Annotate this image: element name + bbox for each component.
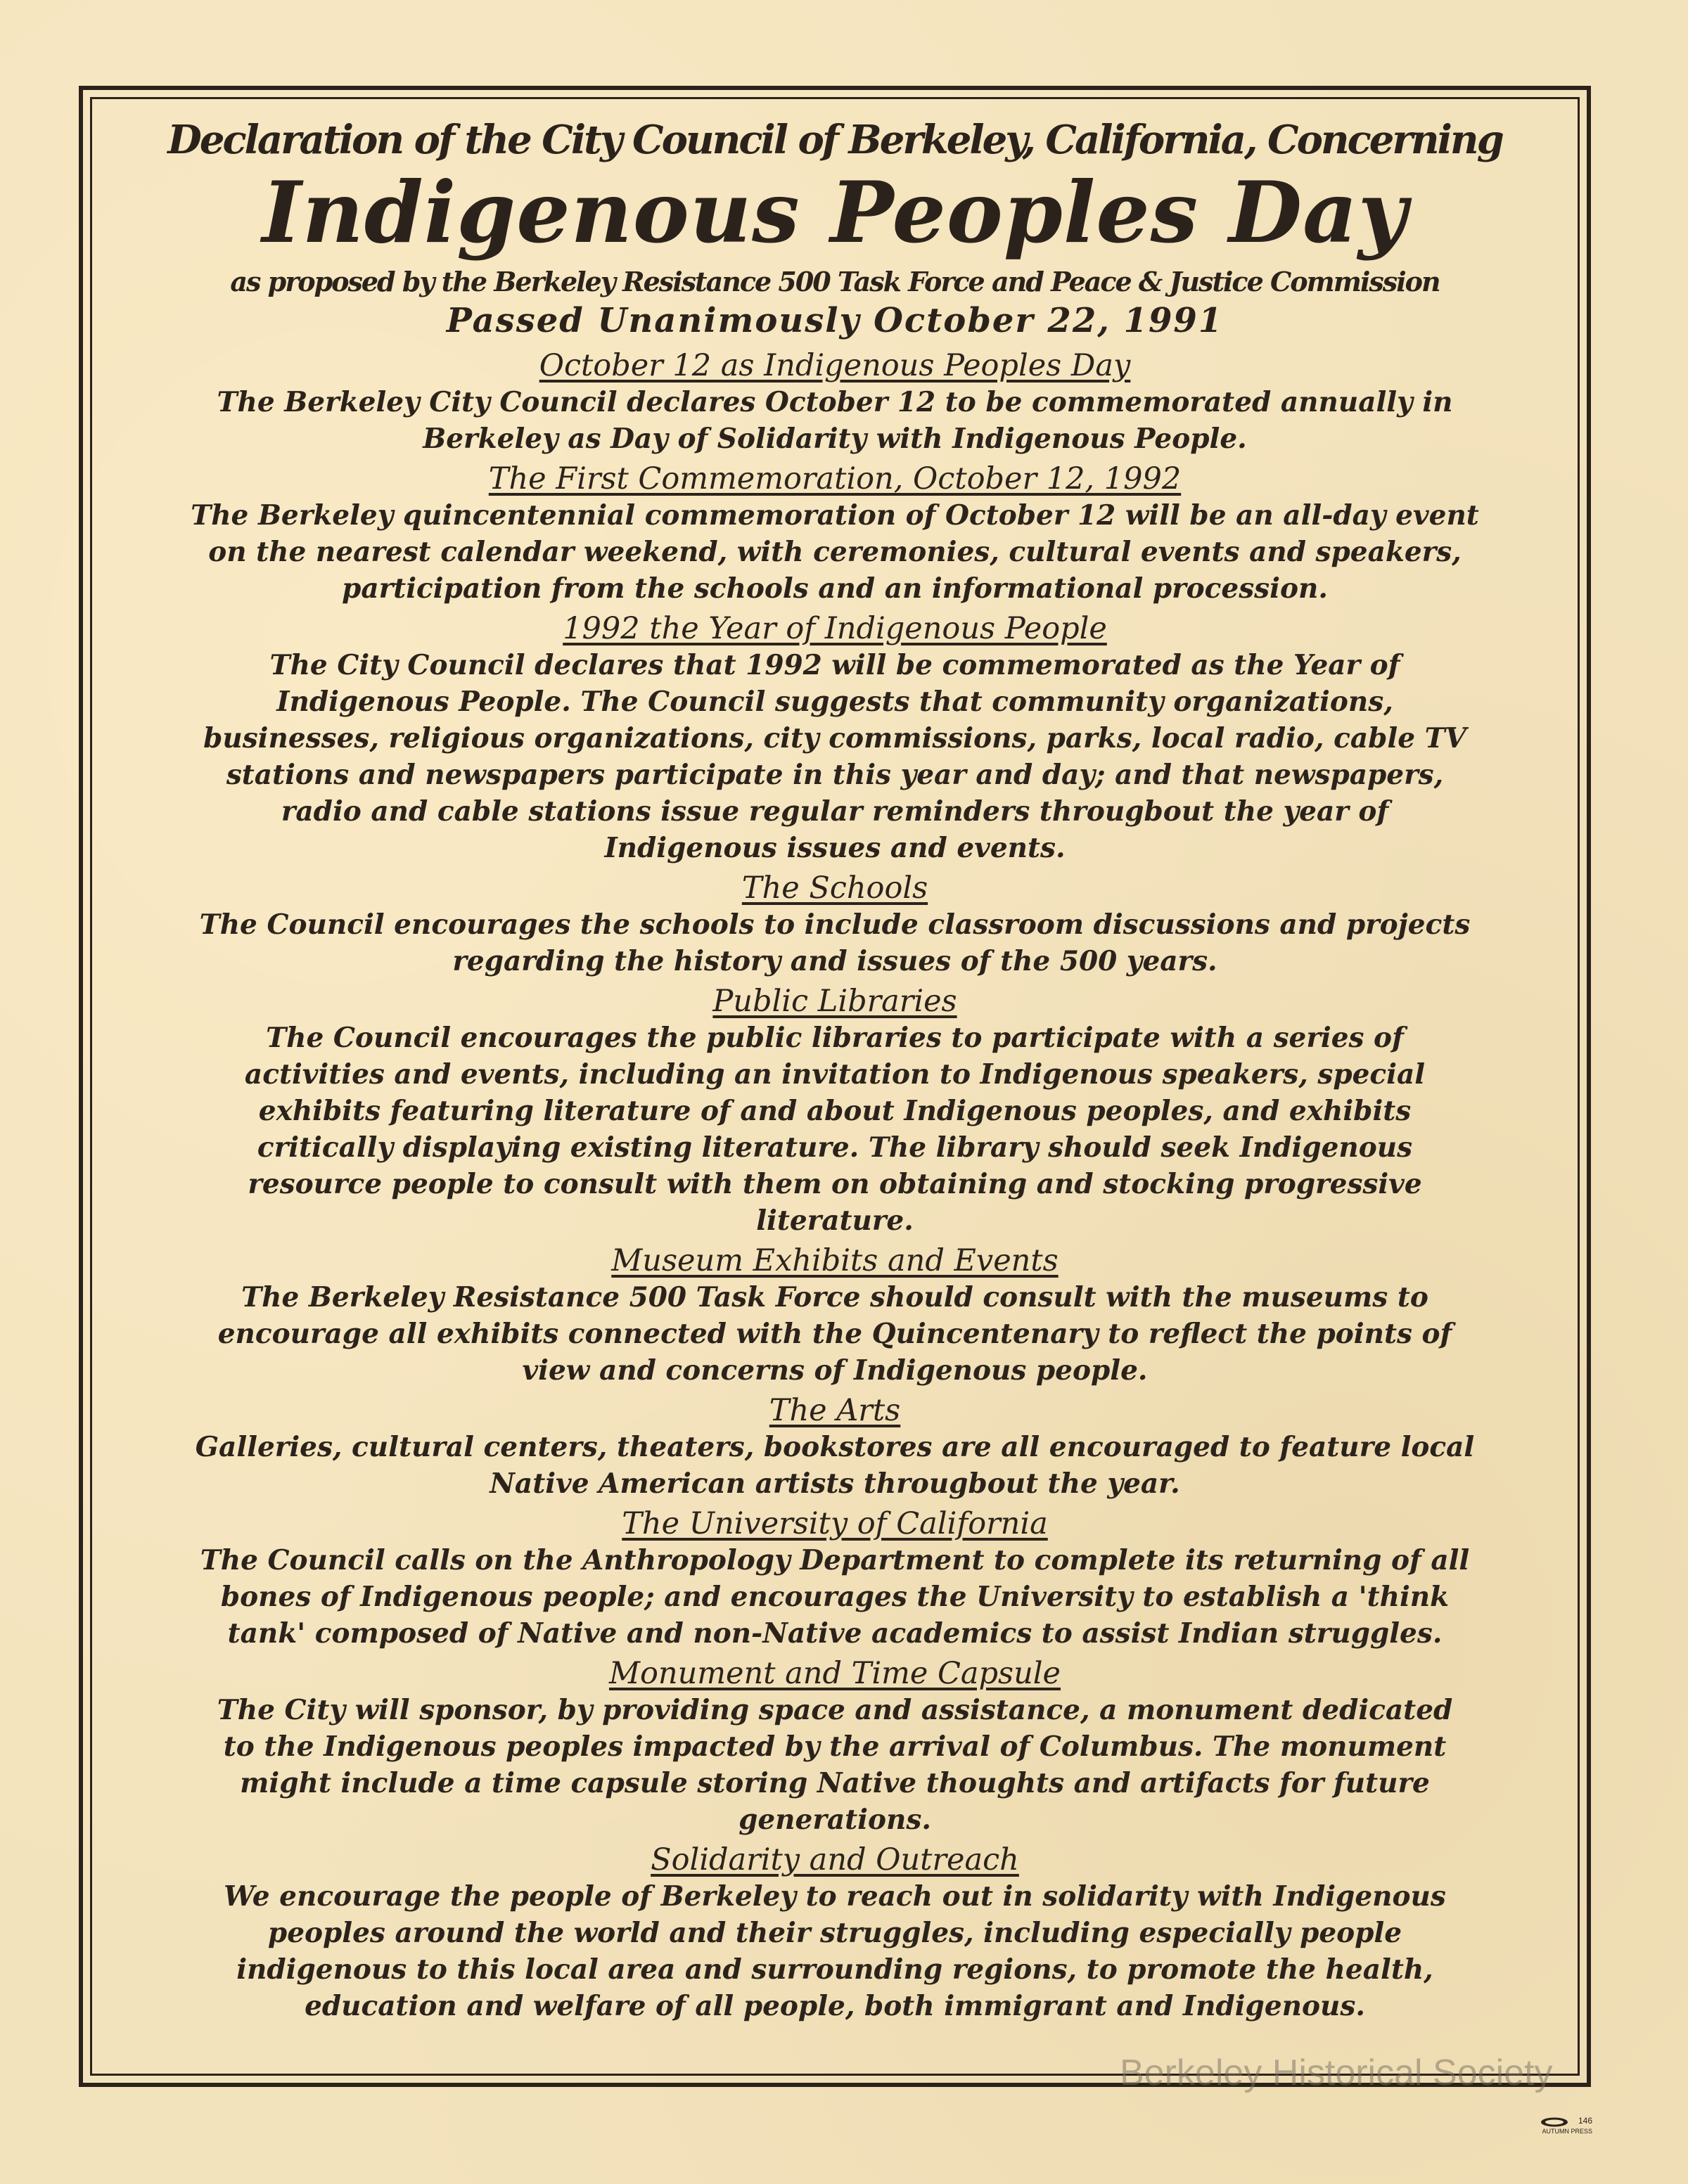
- body-line: resource people to consult with them on obtaining and stocking progressive: [248, 1168, 1422, 1200]
- body-line: The Council calls on the Anthropology Department to complete its returning of all: [200, 1544, 1470, 1576]
- body-line: view and concerns of Indigenous people.: [522, 1354, 1148, 1387]
- document-border: [79, 86, 1591, 2087]
- section-university: [96, 1505, 1574, 1652]
- section-body: [96, 1279, 1574, 1389]
- body-line: The Berkeley Resistance 500 Task Force should consult with the museums to: [241, 1281, 1428, 1313]
- section-first-commemoration: [96, 461, 1574, 607]
- section-body: [96, 497, 1574, 607]
- watermark: Berkeley Historical Society: [1120, 2053, 1553, 2093]
- body-line: The Council encourages the schools to include classroom discussions and projects: [199, 908, 1471, 941]
- printer-logo: [1540, 2116, 1592, 2138]
- section-arts: [96, 1392, 1574, 1502]
- section-title: Public Libraries: [712, 984, 957, 1019]
- body-line: businesses, religious organizations, city commissions, parks, local radio, cable TV: [203, 722, 1466, 754]
- section-body: [96, 647, 1574, 866]
- section-title: The University of California: [622, 1506, 1048, 1541]
- body-line: Native American artists througbout the year.: [490, 1467, 1180, 1500]
- section-title: The Arts: [769, 1393, 901, 1428]
- section-october-12: [96, 347, 1574, 457]
- body-line: peoples around the world and their struggles, including especially people: [267, 1917, 1402, 1949]
- body-line: The Council encourages the public libraries to participate with a series of: [266, 1022, 1404, 1054]
- body-line: tank' composed of Native and non-Native academics to assist Indian struggles.: [227, 1617, 1443, 1650]
- body-line: participation from the schools and an informational procession.: [342, 572, 1328, 605]
- body-line: Galleries, cultural centers, theaters, bookstores are all encouraged to feature local: [195, 1431, 1475, 1463]
- page-title: Indigenous Peoples Day: [262, 163, 1408, 262]
- body-line: stations and newspapers participate in this year and day; and that newspapers,: [226, 759, 1444, 791]
- body-line: activities and events, including an invitation to Indigenous speakers, special: [244, 1058, 1426, 1091]
- section-monument: [96, 1655, 1574, 1838]
- body-line: to the Indigenous peoples impacted by the arrival of Columbus. The monument: [223, 1730, 1447, 1763]
- section-body: [96, 1878, 1574, 2024]
- body-line: bones of Indigenous people; and encourages the University to establish a 'think: [220, 1581, 1450, 1613]
- declaration-heading: Declaration of the City Council of Berkeley, California, Concerning: [167, 117, 1502, 163]
- body-line: We encourage the people of Berkeley to reach out in solidarity with Indigenous: [224, 1880, 1446, 1913]
- section-title: October 12 as Indigenous Peoples Day: [539, 348, 1131, 383]
- section-title: 1992 the Year of Indigenous People: [563, 611, 1107, 646]
- body-line: Indigenous issues and events.: [604, 832, 1066, 864]
- proposed-by-line: as proposed by the Berkeley Resistance 500 Task Force and Peace & Justice Commission: [230, 266, 1440, 297]
- printer-name: AUTUMN PRESS: [1542, 2128, 1592, 2135]
- body-line: might include a time capsule storing Native thoughts and artifacts for future: [240, 1767, 1430, 1799]
- body-line: radio and cable stations issue regular reminders througbout the year of: [281, 795, 1389, 828]
- body-line: critically displaying existing literature. The library should seek Indigenous: [257, 1131, 1413, 1164]
- section-body: [96, 1542, 1574, 1652]
- body-line: literature.: [756, 1205, 914, 1237]
- body-line: regarding the history and issues of the 500 years.: [452, 945, 1217, 977]
- body-line: generations.: [738, 1804, 931, 1836]
- section-title: Solidarity and Outreach: [651, 1842, 1019, 1877]
- section-title: Museum Exhibits and Events: [611, 1243, 1059, 1278]
- body-line: The City Council declares that 1992 will be commemorated as the Year of: [269, 649, 1400, 681]
- body-line: on the nearest calendar weekend, with ceremonies, cultural events and speakers,: [208, 536, 1462, 568]
- section-title: Monument and Time Capsule: [608, 1656, 1061, 1691]
- section-title: The First Commemoration, October 12, 1992: [488, 461, 1182, 496]
- section-body: [96, 1020, 1574, 1239]
- section-body: [96, 1692, 1574, 1838]
- section-schools: [96, 870, 1574, 979]
- body-line: The Berkeley City Council declares October 12 to be commemorated annually in: [217, 386, 1453, 418]
- section-body: [96, 1429, 1574, 1502]
- section-body: [96, 906, 1574, 979]
- body-line: education and welfare of all people, both immigrant and Indigenous.: [305, 1990, 1365, 2022]
- printer-number: 146: [1578, 2116, 1592, 2126]
- body-line: encourage all exhibits connected with the Quincentenary to reflect the points of: [217, 1318, 1452, 1350]
- passed-date-line: Passed Unanimously October 22, 1991: [446, 301, 1224, 340]
- section-body: [96, 384, 1574, 457]
- section-year-of-indigenous-people: [96, 610, 1574, 866]
- body-line: Indigenous People. The Council suggests that community organizations,: [276, 686, 1393, 718]
- section-solidarity: [96, 1842, 1574, 2024]
- body-line: The Berkeley quincentennial commemoration of October 12 will be an all-day event: [191, 499, 1479, 532]
- body-line: exhibits featuring literature of and about Indigenous peoples, and exhibits: [258, 1095, 1412, 1127]
- body-line: indigenous to this local area and surrounding regions, to promote the health,: [236, 1953, 1433, 1986]
- section-museum-exhibits: [96, 1242, 1574, 1389]
- section-title: The Schools: [741, 871, 928, 906]
- section-public-libraries: [96, 983, 1574, 1239]
- body-line: Berkeley as Day of Solidarity with Indigenous People.: [423, 423, 1247, 455]
- document-content: [96, 117, 1574, 2067]
- body-line: The City will sponsor, by providing space and assistance, a monument dedicated: [217, 1694, 1453, 1726]
